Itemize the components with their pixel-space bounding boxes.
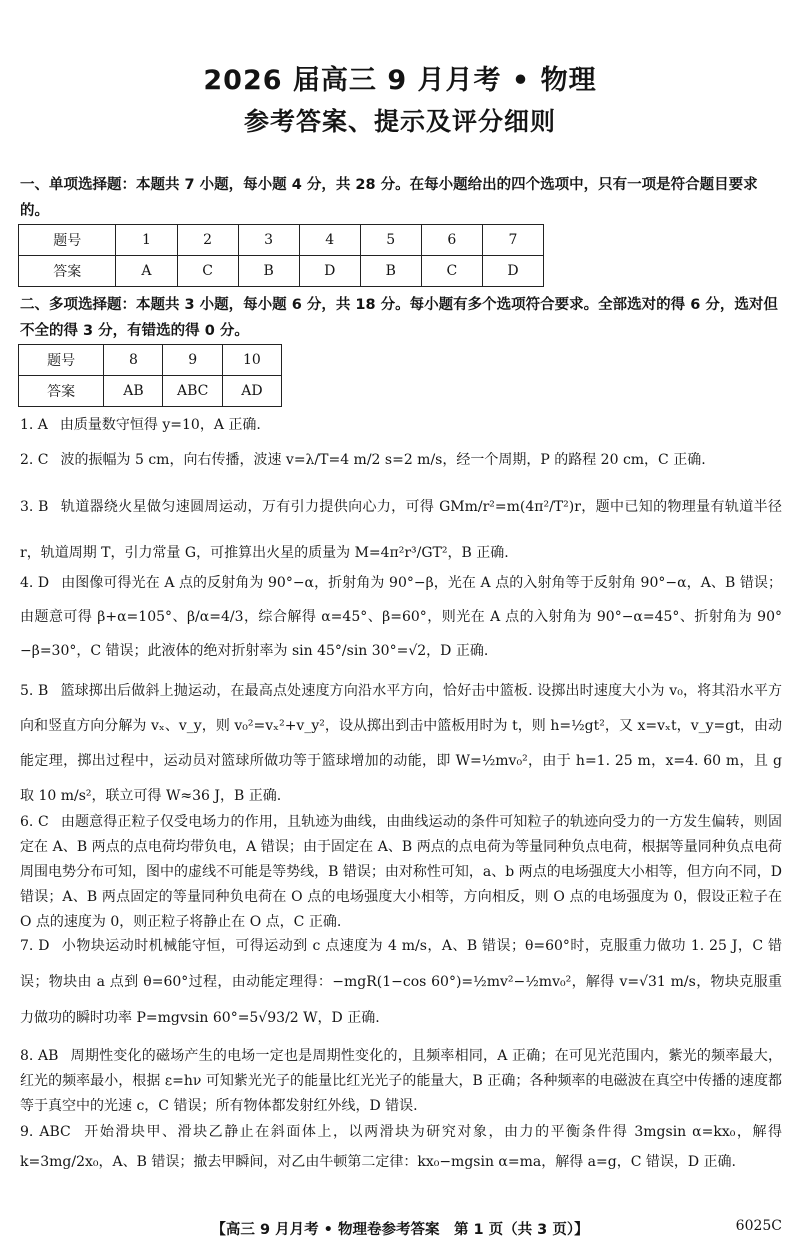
row-label-answer: 答案: [19, 376, 104, 407]
explanation-text: 开始滑块甲、滑块乙静止在斜面体上，以两滑块为研究对象，由力的平衡条件得 3mgsin α=kx₀，解得 k=3mg/2x₀，A、B 错误；撤去甲瞬间，对乙由牛顿第二定律：kx₀−mgsin α=ma，解得 a=g，C 错误，D 正确.: [20, 1124, 782, 1170]
explanation-9: [20, 1117, 782, 1177]
answer-cell: AB: [104, 376, 163, 407]
explanation-label: 6. C: [20, 814, 49, 830]
explanation-text: 篮球掷出后做斜上抛运动，在最高点处速度方向沿水平方向，恰好击中篮板. 设掷出时速度大小为 v₀，将其沿水平方向和竖直方向分解为 vₓ、v_y，则 v₀²=vₓ²+v_y²，设从掷出到击中篮板用时为 t，则 h=½gt²，又 x=vₓt，v_y=gt，由动能定理，掷出过程中，运动员对篮球所做功等于篮球增加的动能，即 W=½mv₀²，由于 h=1. 25 m，x=4. 60 m，且 g 取 10 m/s²，联立可得 W≈36 J，B 正确.: [20, 683, 782, 804]
question-number: 8: [104, 345, 163, 376]
explanation-text: 轨道器绕火星做匀速圆周运动，万有引力提供向心力，可得 GMm/r²=m(4π²/T²)r，题中已知的物理量有轨道半径 r，轨道周期 T，引力常量 G，可推算出火星的质量为 M=4π²r³/GT²，B 正确.: [20, 499, 782, 561]
explanation-label: 7. D: [20, 938, 50, 954]
explanation-text: 由图像可得光在 A 点的反射角为 90°−α，折射角为 90°−β，光在 A 点的入射角等于反射角 90°−α，A、B 错误；由题意可得 β+α=105°、β/α=4/3，综合解得 α=45°、β=60°，则光在 A 点的入射角为 90°−α=45°、折射角为 90°−β=30°，C 错误；此液体的绝对折射率为 sin 45°/sin 30°=√2，D 正确.: [20, 575, 782, 659]
answer-cell: AD: [222, 376, 281, 407]
single-choice-answer-table: [18, 224, 544, 287]
question-number: 4: [299, 225, 360, 256]
row-label-answer: 答案: [19, 256, 116, 287]
answer-cell: B: [360, 256, 421, 287]
explanation-text: 小物块运动时机械能守恒，可得运动到 c 点速度为 4 m/s，A、B 错误；θ=60°时，克服重力做功 1. 25 J，C 错误；物块由 a 点到 θ=60°过程，由动能定理得：−mgR(1−cos 60°)=½mv²−½mv₀²，解得 v=√31 m/s，物块克服重力做功的瞬时功率 P=mgvsin 60°=5√93/2 W，D 正确.: [20, 938, 782, 1026]
row-label-question: 题号: [19, 345, 104, 376]
explanation-label: 2. C: [20, 452, 49, 468]
explanation-text: 波的振幅为 5 cm，向右传播，波速 v=λ/T=4 m/2 s=2 m/s，经一个周期，P 的路程 20 cm，C 正确.: [60, 452, 706, 468]
section2-heading: 二、多项选择题：本题共 3 小题，每小题 6 分，共 18 分。每小题有多个选项符合要求。全部选对的得 6 分，选对但不全的得 3 分，有错选的得 0 分。: [20, 297, 778, 339]
answer-cell: B: [238, 256, 299, 287]
explanation-3: [20, 484, 782, 576]
question-number: 2: [177, 225, 238, 256]
table-row-answers: [19, 256, 544, 287]
explanation-label: 8. AB: [20, 1048, 59, 1064]
answer-cell: C: [177, 256, 238, 287]
explanation-7: [20, 928, 782, 1036]
explanation-8: [20, 1044, 782, 1119]
page-footer: 【高三 9 月月考 • 物理卷参考答案 第 1 页（共 3 页）】: [211, 1222, 589, 1238]
explanation-label: 5. B: [20, 683, 49, 699]
row-label-question: 题号: [19, 225, 116, 256]
multiple-choice-answer-table: [18, 344, 282, 407]
question-number: 10: [222, 345, 281, 376]
question-number: 3: [238, 225, 299, 256]
answer-cell: C: [421, 256, 482, 287]
explanation-label: 3. B: [20, 499, 49, 515]
table-row-numbers: [19, 225, 544, 256]
explanation-label: 9. ABC: [20, 1124, 71, 1140]
explanation-text: 由题意得正粒子仅受电场力的作用，且轨迹为曲线，由曲线运动的条件可知粒子的轨迹向受力的一方发生偏转，则固定在 A、B 两点的点电荷均带负电，A 错误；由于固定在 A、B 两点的点电荷为等量同种负点电荷，根据等量同种负点电荷周围电势分布可知，图中的虚线不可能是等势线，B 错误；由对称性可知，a、b 两点的电场强度大小相等，但方向不同，D 错误；A、B 两点固定的等量同种负电荷在 O 点的电场强度大小相等，方向相反，则 O 点的电场强度为 0，假设正粒子在 O 点的速度为 0，则正粒子将静止在 O 点，C 正确.: [20, 814, 782, 930]
explanation-text: 由质量数守恒得 y=10，A 正确.: [59, 417, 261, 433]
explanation-5: [20, 674, 782, 814]
explanation-1: [20, 412, 782, 439]
explanation-6: [20, 810, 782, 935]
section1-heading: 一、单项选择题：本题共 7 小题，每小题 4 分，共 28 分。在每小题给出的四个选项中，只有一项是符合题目要求的。: [20, 177, 758, 219]
explanation-label: 1. A: [20, 417, 48, 433]
question-number: 9: [163, 345, 222, 376]
question-number: 5: [360, 225, 421, 256]
explanation-2: [20, 447, 782, 474]
question-number: 1: [116, 225, 177, 256]
answer-cell: A: [116, 256, 177, 287]
page-title: 2026 届高三 9 月月考 • 物理: [203, 65, 597, 96]
answer-cell: D: [299, 256, 360, 287]
question-number: 7: [482, 225, 543, 256]
table-row-answers: [19, 376, 282, 407]
explanation-label: 4. D: [20, 575, 50, 591]
page-subtitle: 参考答案、提示及评分细则: [243, 107, 556, 136]
answer-cell: D: [482, 256, 543, 287]
explanation-text: 周期性变化的磁场产生的电场一定也是周期性变化的，且频率相同，A 正确；在可见光范围内，紫光的频率最大，红光的频率最小，根据 ε=hν 可知紫光光子的能量比红光光子的能量大，B 正确；各种频率的电磁波在真空中传播的速度都等于真空中的光速 c，C 错误；所有物体都发射红外线，D 错误.: [20, 1048, 782, 1114]
answer-cell: ABC: [163, 376, 222, 407]
table-row-numbers: [19, 345, 282, 376]
explanation-4: [20, 566, 782, 668]
question-number: 6: [421, 225, 482, 256]
document-code: 6025C: [735, 1218, 782, 1234]
